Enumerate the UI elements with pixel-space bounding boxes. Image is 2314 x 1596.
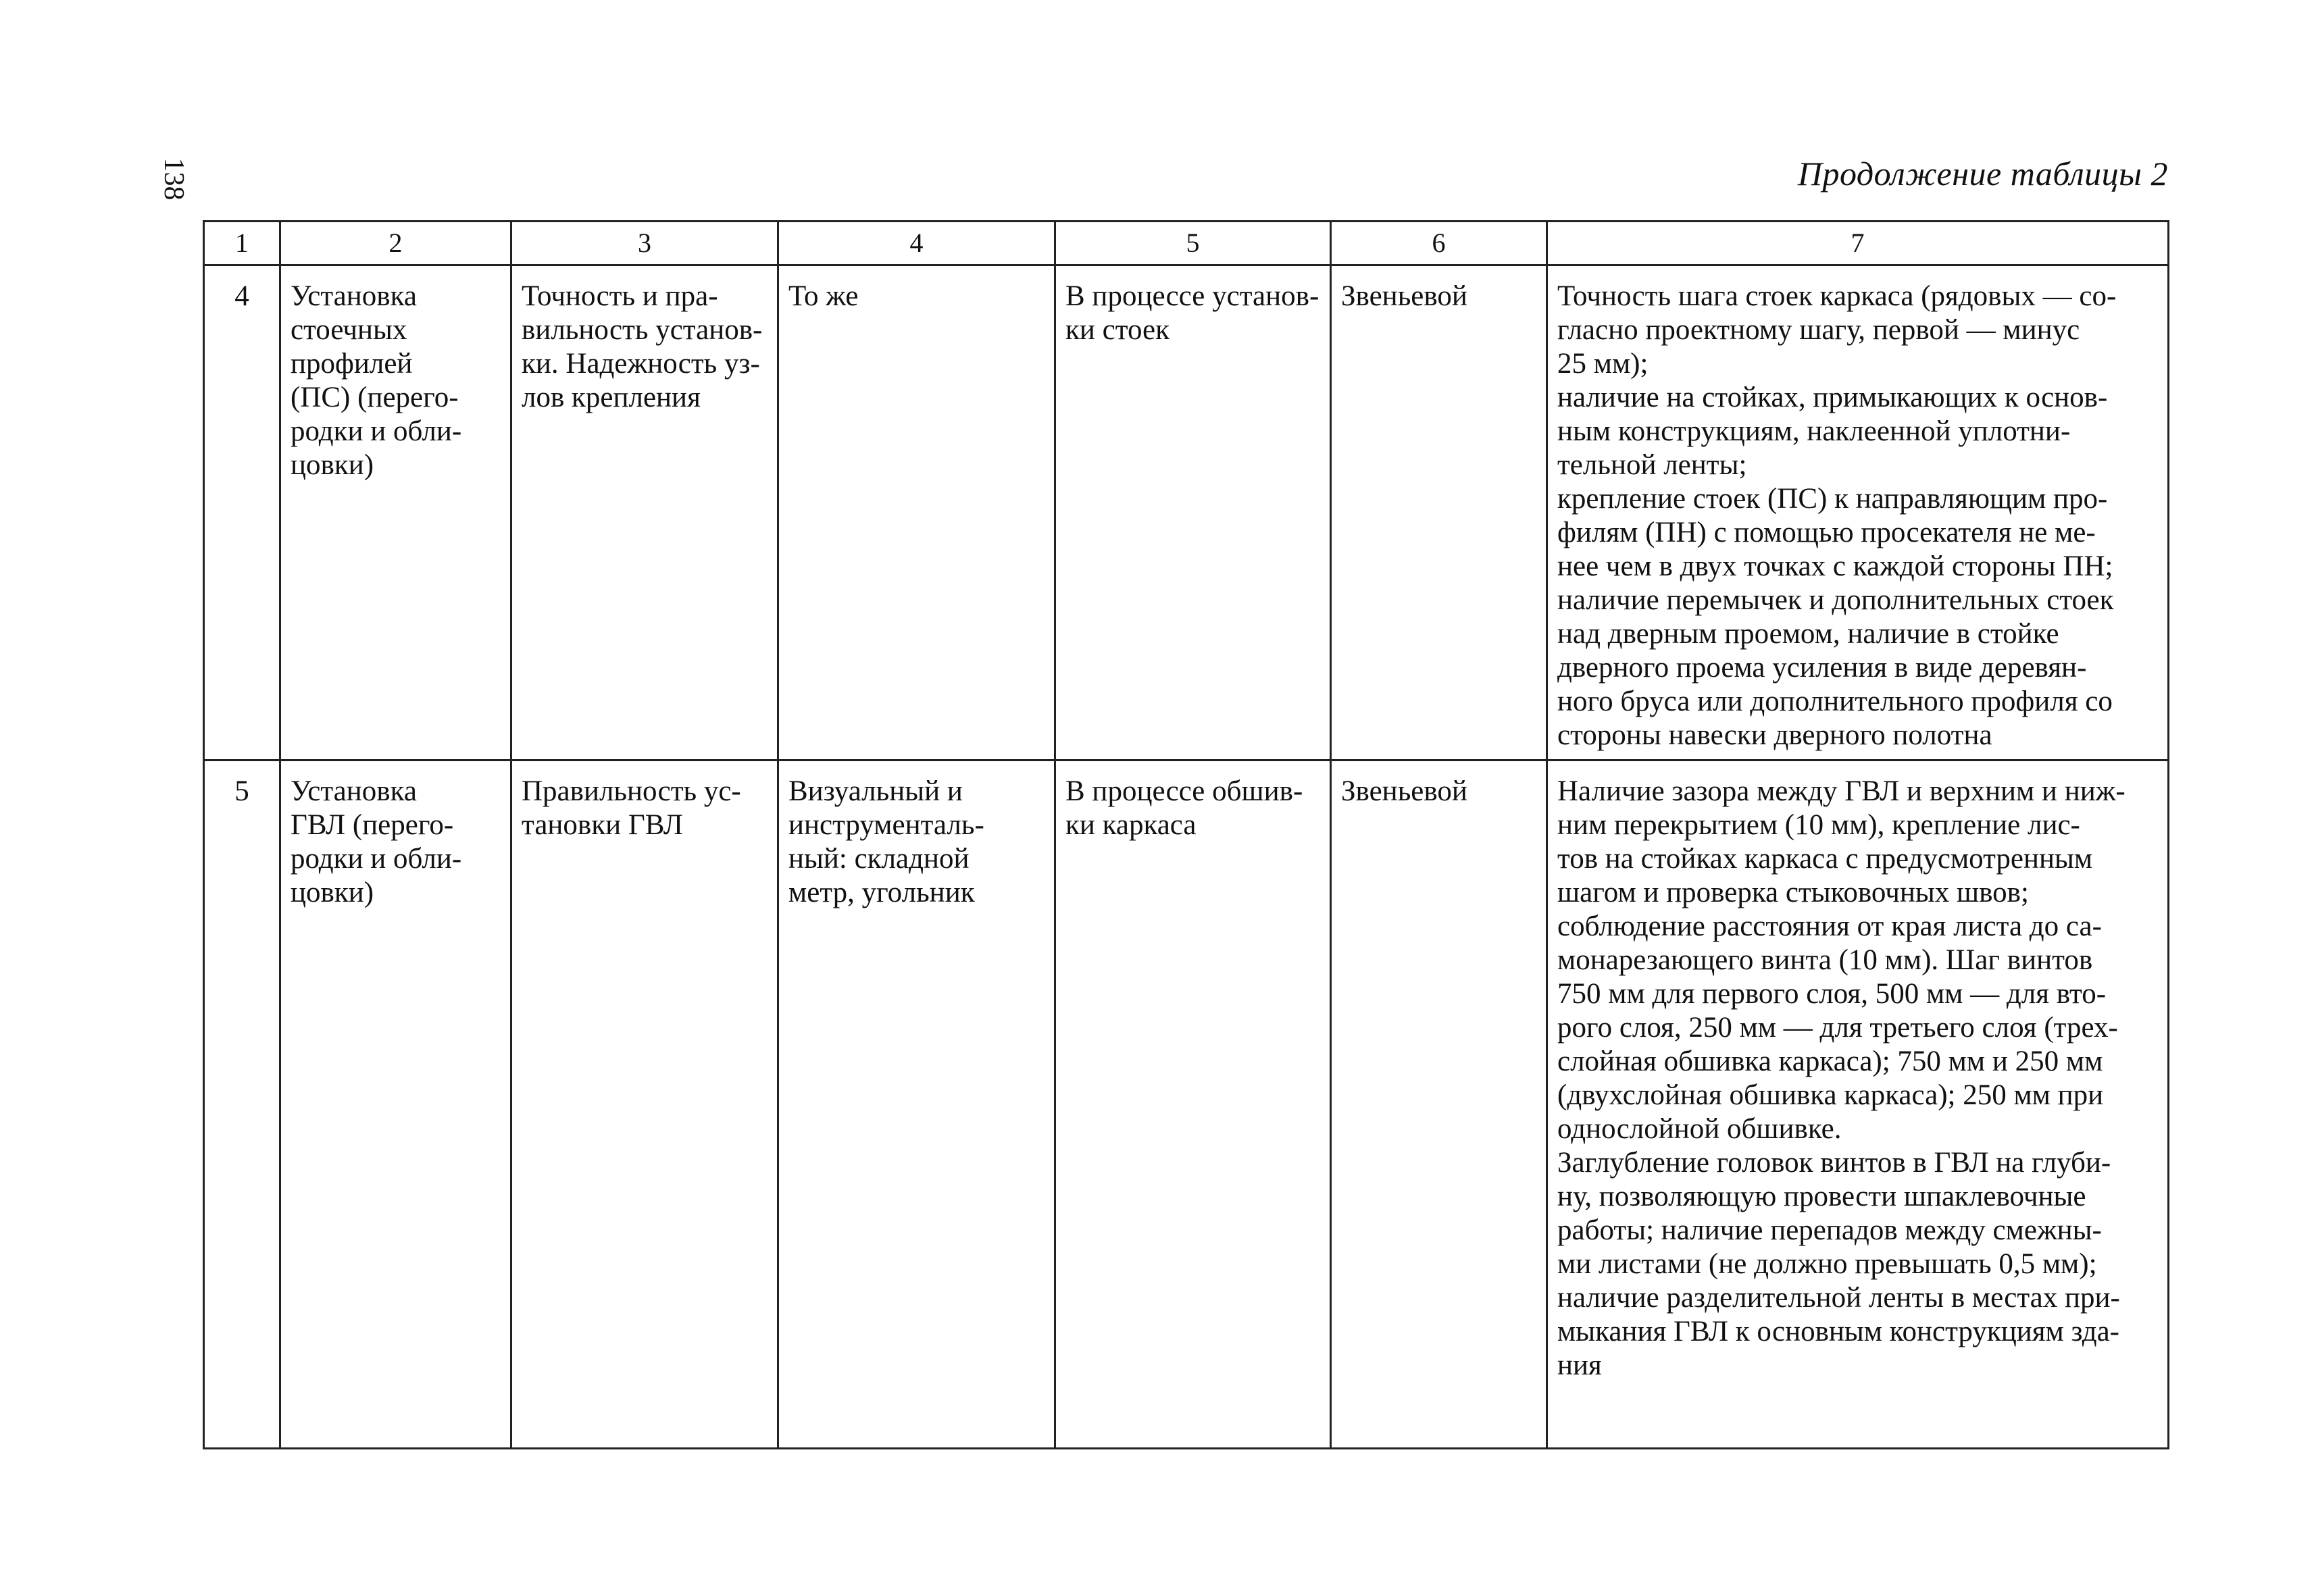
header-cell-5: 5 xyxy=(1055,222,1331,265)
cell-line: ного бруса или дополнительного профиля со xyxy=(1557,686,2113,717)
requirements-cell xyxy=(1547,265,2169,761)
table-row xyxy=(204,265,2169,761)
cell-line: Правильность ус- xyxy=(522,775,741,807)
cell-line: работы; наличие перепадов между смежны- xyxy=(1557,1214,2102,1246)
cell-line: соблюдение расстояния от края листа до са- xyxy=(1557,910,2102,942)
cell-line: нее чем в двух точках с каждой стороны ПН; xyxy=(1557,550,2113,582)
requirements-cell xyxy=(1547,761,2169,1449)
cell-line: цовки) xyxy=(291,449,374,481)
cell-line: стоечных xyxy=(291,314,407,346)
cell-line: 25 мм); xyxy=(1557,348,1649,380)
operation-cell xyxy=(280,265,511,761)
controlled-parameter-cell xyxy=(511,761,778,1449)
cell-line: дверного проема усиления в виде деревян- xyxy=(1557,652,2087,684)
header-cell-1: 1 xyxy=(204,222,280,265)
cell-line: ки. Надежность уз- xyxy=(522,348,760,380)
cell-line: наличие перемычек и дополнительных стоек xyxy=(1557,584,2114,616)
operation-cell xyxy=(280,761,511,1449)
cell-line: крепление стоек (ПС) к направляющим про- xyxy=(1557,483,2108,515)
control-timing-cell xyxy=(1055,761,1331,1449)
header-cell-4: 4 xyxy=(778,222,1055,265)
cell-line: ки стоек xyxy=(1065,314,1169,346)
cell-line: метр, угольник xyxy=(788,877,975,908)
page-number: 138 xyxy=(158,157,189,201)
cell-line: наличие разделительной ленты в местах при- xyxy=(1557,1282,2120,1314)
responsible-cell xyxy=(1331,265,1547,761)
cell-line: Звеньевой xyxy=(1341,775,1467,807)
controlled-parameter-cell xyxy=(511,265,778,761)
cell-line: ный: складной xyxy=(788,843,970,875)
cell-line: (двухслойная обшивка каркаса); 250 мм при xyxy=(1557,1079,2104,1111)
control-method-cell xyxy=(778,265,1055,761)
cell-line: 750 мм для первого слоя, 500 мм — для вто- xyxy=(1557,978,2107,1010)
table-continuation-title: Продолжение таблицы 2 xyxy=(1797,155,2168,192)
cell-line: тановки ГВЛ xyxy=(522,809,683,841)
row-number-cell: 5 xyxy=(204,761,280,1449)
cell-line: цовки) xyxy=(291,877,374,908)
cell-line: ГВЛ (перего- xyxy=(291,809,454,841)
inspection-table xyxy=(203,220,2169,1449)
cell-line: однослойной обшивке. xyxy=(1557,1113,1842,1145)
header-cell-7: 7 xyxy=(1547,222,2169,265)
cell-line: Наличие зазора между ГВЛ и верхним и ниж- xyxy=(1557,775,2126,807)
header-cell-2: 2 xyxy=(280,222,511,265)
cell-line: В процессе обшив- xyxy=(1065,775,1303,807)
cell-line: Звеньевой xyxy=(1341,280,1467,312)
control-timing-cell xyxy=(1055,265,1331,761)
cell-line: вильность установ- xyxy=(522,314,763,346)
cell-line: ним перекрытием (10 мм), крепление лис- xyxy=(1557,809,2080,841)
cell-line: гласно проектному шагу, первой — минус xyxy=(1557,314,2080,346)
cell-line: наличие на стойках, примыкающих к основ- xyxy=(1557,382,2108,413)
cell-line: ным конструкциям, наклеенной уплотни- xyxy=(1557,415,2071,447)
cell-line: Точность шага стоек каркаса (рядовых — со- xyxy=(1557,280,2117,312)
cell-line: стороны навески дверного полотна xyxy=(1557,719,1992,751)
cell-line: инструменталь- xyxy=(788,809,984,841)
header-row xyxy=(204,222,2169,265)
control-method-cell xyxy=(778,761,1055,1449)
cell-line: родки и обли- xyxy=(291,843,462,875)
cell-line: слойная обшивка каркаса); 750 мм и 250 мм xyxy=(1557,1046,2103,1077)
cell-line: профилей xyxy=(291,348,413,380)
cell-line: ну, позволяющую провести шпаклевочные xyxy=(1557,1181,2086,1212)
cell-line: лов крепления xyxy=(522,382,701,413)
cell-line: монарезающего винта (10 мм). Шаг винтов xyxy=(1557,944,2093,976)
header-cell-3: 3 xyxy=(511,222,778,265)
row-number-cell: 4 xyxy=(204,265,280,761)
cell-line: тельной ленты; xyxy=(1557,449,1747,481)
responsible-cell xyxy=(1331,761,1547,1449)
cell-line: (ПС) (перего- xyxy=(291,382,459,413)
cell-line: ми листами (не должно превышать 0,5 мм); xyxy=(1557,1248,2097,1280)
cell-line: мыкания ГВЛ к основным конструкциям зда- xyxy=(1557,1316,2119,1347)
cell-line: рого слоя, 250 мм — для третьего слоя (трех- xyxy=(1557,1012,2118,1044)
cell-line: Установка xyxy=(291,280,417,312)
header-cell-6: 6 xyxy=(1331,222,1547,265)
cell-line: над дверным проемом, наличие в стойке xyxy=(1557,618,2059,650)
cell-line: ки каркаса xyxy=(1065,809,1197,841)
cell-line: родки и обли- xyxy=(291,415,462,447)
cell-line: То же xyxy=(788,280,859,312)
cell-line: ния xyxy=(1557,1349,1602,1381)
cell-line: Визуальный и xyxy=(788,775,963,807)
cell-line: Заглубление головок винтов в ГВЛ на глуби- xyxy=(1557,1147,2111,1179)
cell-line: Установка xyxy=(291,775,417,807)
cell-line: филям (ПН) с помощью просекателя не ме- xyxy=(1557,517,2096,548)
cell-line: Точность и пра- xyxy=(522,280,718,312)
table-row xyxy=(204,761,2169,1449)
cell-line: В процессе установ- xyxy=(1065,280,1319,312)
cell-line: шагом и проверка стыковочных швов; xyxy=(1557,877,2029,908)
cell-line: тов на стойках каркаса с предусмотренным xyxy=(1557,843,2093,875)
